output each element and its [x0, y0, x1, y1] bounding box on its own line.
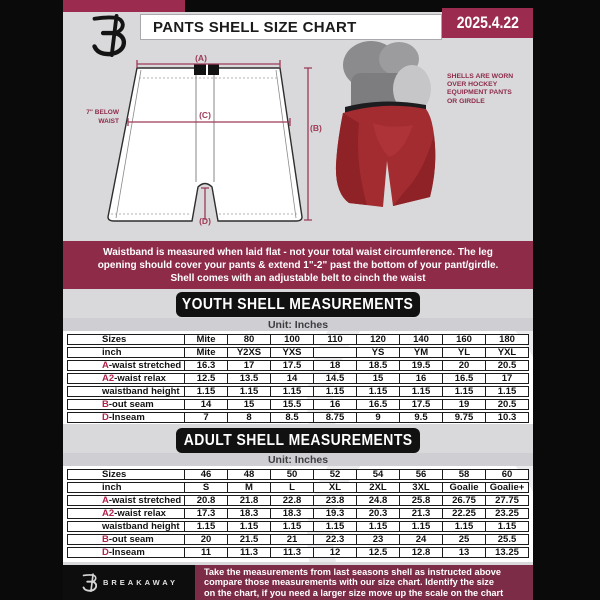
- photo-caption: [447, 73, 529, 106]
- notice-line: opening should cover your pants & extend 1"-2" past the bottom of your pant/girdle.: [97, 259, 499, 271]
- value-cell: 18.5: [357, 360, 400, 371]
- value-cell: 110: [314, 334, 357, 345]
- value-cell: 8: [228, 412, 271, 423]
- value-cell: 13.5: [228, 373, 271, 384]
- notice-line: Waistband is measured when laid flat - not your total waist circumference. The leg: [103, 246, 493, 258]
- photo-caption-line: OR GIRDLE: [447, 97, 485, 105]
- value-cell: 17: [228, 360, 271, 371]
- value-cell: 11: [185, 547, 228, 558]
- youth-unit-bar: [63, 318, 533, 331]
- value-cell: 12: [314, 547, 357, 558]
- date-text: 2025.4.22: [456, 13, 519, 32]
- row-label: D-Inseam: [67, 412, 185, 423]
- value-cell: YS: [357, 347, 400, 358]
- value-cell: 14: [185, 399, 228, 410]
- value-cell: 1.15: [271, 386, 314, 397]
- value-cell: 20: [443, 360, 486, 371]
- value-cell: 17.3: [185, 508, 228, 519]
- value-cell: 1.15: [357, 521, 400, 532]
- value-cell: 12.8: [400, 547, 443, 558]
- value-cell: 13.25: [486, 547, 529, 558]
- value-cell: S: [185, 482, 228, 493]
- footer-instructions: [195, 565, 533, 600]
- value-cell: M: [228, 482, 271, 493]
- photo-caption-line: OVER HOCKEY: [447, 81, 498, 89]
- value-cell: 1.15: [314, 521, 357, 532]
- value-cell: 3XL: [400, 482, 443, 493]
- value-cell: 15: [228, 399, 271, 410]
- table-row: [67, 412, 529, 423]
- table-row: [67, 386, 529, 397]
- value-cell: 180: [486, 334, 529, 345]
- value-cell: 18.3: [228, 508, 271, 519]
- value-cell: 1.15: [443, 521, 486, 532]
- value-cell: 12.5: [357, 547, 400, 558]
- value-cell: 16.5: [443, 373, 486, 384]
- footer-line: on the chart, if you need a larger size move up the scale on the chart: [204, 587, 504, 598]
- row-label: inch: [67, 347, 185, 358]
- table-row: [67, 508, 529, 519]
- value-cell: 20.5: [486, 360, 529, 371]
- table-row: [67, 495, 529, 506]
- value-cell: 17.5: [271, 360, 314, 371]
- table-row: [67, 399, 529, 410]
- youth-heading-text: YOUTH SHELL MEASUREMENTS: [182, 295, 414, 313]
- waist-note-line2: WAIST: [98, 118, 119, 125]
- value-cell: 21: [271, 534, 314, 545]
- value-cell: 1.15: [400, 521, 443, 532]
- row-label: A-waist stretched: [67, 360, 185, 371]
- value-cell: 22.8: [271, 495, 314, 506]
- value-cell: 10.3: [486, 412, 529, 423]
- value-cell: 20.3: [357, 508, 400, 519]
- value-cell: [314, 347, 357, 358]
- adult-unit-bar: [63, 453, 533, 466]
- value-cell: 1.15: [486, 521, 529, 532]
- value-cell: 1.15: [486, 386, 529, 397]
- photo-caption-line: EQUIPMENT PANTS: [447, 89, 512, 97]
- value-cell: YXL: [486, 347, 529, 358]
- value-cell: 48: [228, 469, 271, 480]
- value-cell: 17: [486, 373, 529, 384]
- value-cell: 8.5: [271, 412, 314, 423]
- dim-c-label: (C): [199, 110, 211, 120]
- value-cell: 1.15: [228, 521, 271, 532]
- value-cell: 20.5: [486, 399, 529, 410]
- value-cell: 25: [443, 534, 486, 545]
- adult-heading-text: ADULT SHELL MEASUREMENTS: [183, 431, 413, 449]
- value-cell: 22.3: [314, 534, 357, 545]
- table-row: [67, 469, 529, 480]
- value-cell: 80: [228, 334, 271, 345]
- youth-size-table: [67, 332, 529, 424]
- photo-caption-line: SHELLS ARE WORN: [447, 73, 514, 80]
- row-label: B-out seam: [67, 399, 185, 410]
- value-cell: 18: [314, 360, 357, 371]
- value-cell: 1.15: [314, 386, 357, 397]
- footer-line: Take the measurements from last seasons shell as instructed above: [204, 566, 502, 577]
- value-cell: 24: [400, 534, 443, 545]
- waist-note-line1: 7" BELOW: [86, 109, 119, 116]
- value-cell: 11.3: [271, 547, 314, 558]
- table-row: [67, 373, 529, 384]
- dim-d-label: (D): [199, 216, 211, 226]
- value-cell: 21.8: [228, 495, 271, 506]
- row-label: A2-waist relax: [67, 373, 185, 384]
- value-cell: 20.8: [185, 495, 228, 506]
- value-cell: 9.75: [443, 412, 486, 423]
- adult-size-table: [67, 467, 529, 560]
- row-label: inch: [67, 482, 185, 493]
- table-row: [67, 482, 529, 493]
- footer-brand-box: [63, 565, 195, 600]
- value-cell: 16: [314, 399, 357, 410]
- value-cell: 21.3: [400, 508, 443, 519]
- value-cell: 56: [400, 469, 443, 480]
- value-cell: 50: [271, 469, 314, 480]
- row-label: Sizes: [67, 334, 185, 345]
- adult-section-heading: [176, 428, 420, 453]
- value-cell: 25.5: [486, 534, 529, 545]
- value-cell: 1.15: [271, 521, 314, 532]
- youth-unit-text: Unit: Inches: [267, 318, 329, 331]
- table-row: [67, 347, 529, 358]
- value-cell: YL: [443, 347, 486, 358]
- value-cell: 2XL: [357, 482, 400, 493]
- value-cell: 1.15: [357, 386, 400, 397]
- value-cell: 16.3: [185, 360, 228, 371]
- value-cell: 16: [400, 373, 443, 384]
- value-cell: 52: [314, 469, 357, 480]
- value-cell: 1.15: [185, 386, 228, 397]
- pants-measurement-diagram: [75, 52, 322, 227]
- table-row: [67, 547, 529, 558]
- row-label: A2-waist relax: [67, 508, 185, 519]
- row-label: Sizes: [67, 469, 185, 480]
- row-label: D-Inseam: [67, 547, 185, 558]
- value-cell: 12.5: [185, 373, 228, 384]
- date-badge: [442, 8, 533, 38]
- value-cell: 26.75: [443, 495, 486, 506]
- dim-b-label: (B): [310, 123, 322, 133]
- value-cell: 19.5: [400, 360, 443, 371]
- value-cell: 15.5: [271, 399, 314, 410]
- value-cell: 60: [486, 469, 529, 480]
- value-cell: 16.5: [357, 399, 400, 410]
- breakaway-logo-icon: [85, 13, 127, 57]
- value-cell: 22.25: [443, 508, 486, 519]
- value-cell: YM: [400, 347, 443, 358]
- youth-section-heading: [176, 292, 420, 317]
- value-cell: 19.3: [314, 508, 357, 519]
- value-cell: 1.15: [228, 386, 271, 397]
- brand-name: BREAKAWAY: [102, 578, 179, 587]
- value-cell: 23.25: [486, 508, 529, 519]
- adult-unit-text: Unit: Inches: [267, 453, 329, 466]
- value-cell: 100: [271, 334, 314, 345]
- value-cell: 9.5: [400, 412, 443, 423]
- breakaway-footer-logo-icon: [80, 573, 97, 592]
- value-cell: 19: [443, 399, 486, 410]
- value-cell: 23.8: [314, 495, 357, 506]
- value-cell: YXS: [271, 347, 314, 358]
- value-cell: 23: [357, 534, 400, 545]
- value-cell: 160: [443, 334, 486, 345]
- value-cell: 20: [185, 534, 228, 545]
- shell-photo: [333, 33, 448, 235]
- value-cell: 46: [185, 469, 228, 480]
- value-cell: 27.75: [486, 495, 529, 506]
- youth-table-panel: [63, 331, 533, 424]
- value-cell: 54: [357, 469, 400, 480]
- value-cell: 25.8: [400, 495, 443, 506]
- row-label: waistband height: [67, 386, 185, 397]
- top-accent-strip: [63, 0, 185, 12]
- value-cell: 21.5: [228, 534, 271, 545]
- value-cell: 11.3: [228, 547, 271, 558]
- value-cell: L: [271, 482, 314, 493]
- value-cell: 18.3: [271, 508, 314, 519]
- value-cell: 58: [443, 469, 486, 480]
- footer-line: compare those measurements with our size chart. Identify the size: [204, 577, 494, 588]
- table-row: [67, 360, 529, 371]
- value-cell: 15: [357, 373, 400, 384]
- page-title: PANTS SHELL SIZE CHART: [153, 18, 357, 36]
- value-cell: 8.75: [314, 412, 357, 423]
- table-row: [67, 534, 529, 545]
- value-cell: Goalie: [443, 482, 486, 493]
- table-row: [67, 334, 529, 345]
- value-cell: Mite: [185, 334, 228, 345]
- notice-banner: [63, 241, 533, 289]
- value-cell: 9: [357, 412, 400, 423]
- value-cell: 17.5: [400, 399, 443, 410]
- adult-table-panel: [63, 466, 533, 562]
- value-cell: 14.5: [314, 373, 357, 384]
- value-cell: 1.15: [400, 386, 443, 397]
- value-cell: 120: [357, 334, 400, 345]
- value-cell: 1.15: [185, 521, 228, 532]
- value-cell: Goalie+: [486, 482, 529, 493]
- value-cell: 1.15: [443, 386, 486, 397]
- notice-line: Shell comes with an adjustable belt to cinch the waist: [170, 272, 426, 284]
- value-cell: 14: [271, 373, 314, 384]
- value-cell: XL: [314, 482, 357, 493]
- value-cell: 24.8: [357, 495, 400, 506]
- row-label: A-waist stretched: [67, 495, 185, 506]
- value-cell: Mite: [185, 347, 228, 358]
- value-cell: 7: [185, 412, 228, 423]
- value-cell: 13: [443, 547, 486, 558]
- value-cell: 140: [400, 334, 443, 345]
- table-row: [67, 521, 529, 532]
- row-label: B-out seam: [67, 534, 185, 545]
- value-cell: Y2XS: [228, 347, 271, 358]
- row-label: waistband height: [67, 521, 185, 532]
- dim-a-label: (A): [195, 53, 207, 63]
